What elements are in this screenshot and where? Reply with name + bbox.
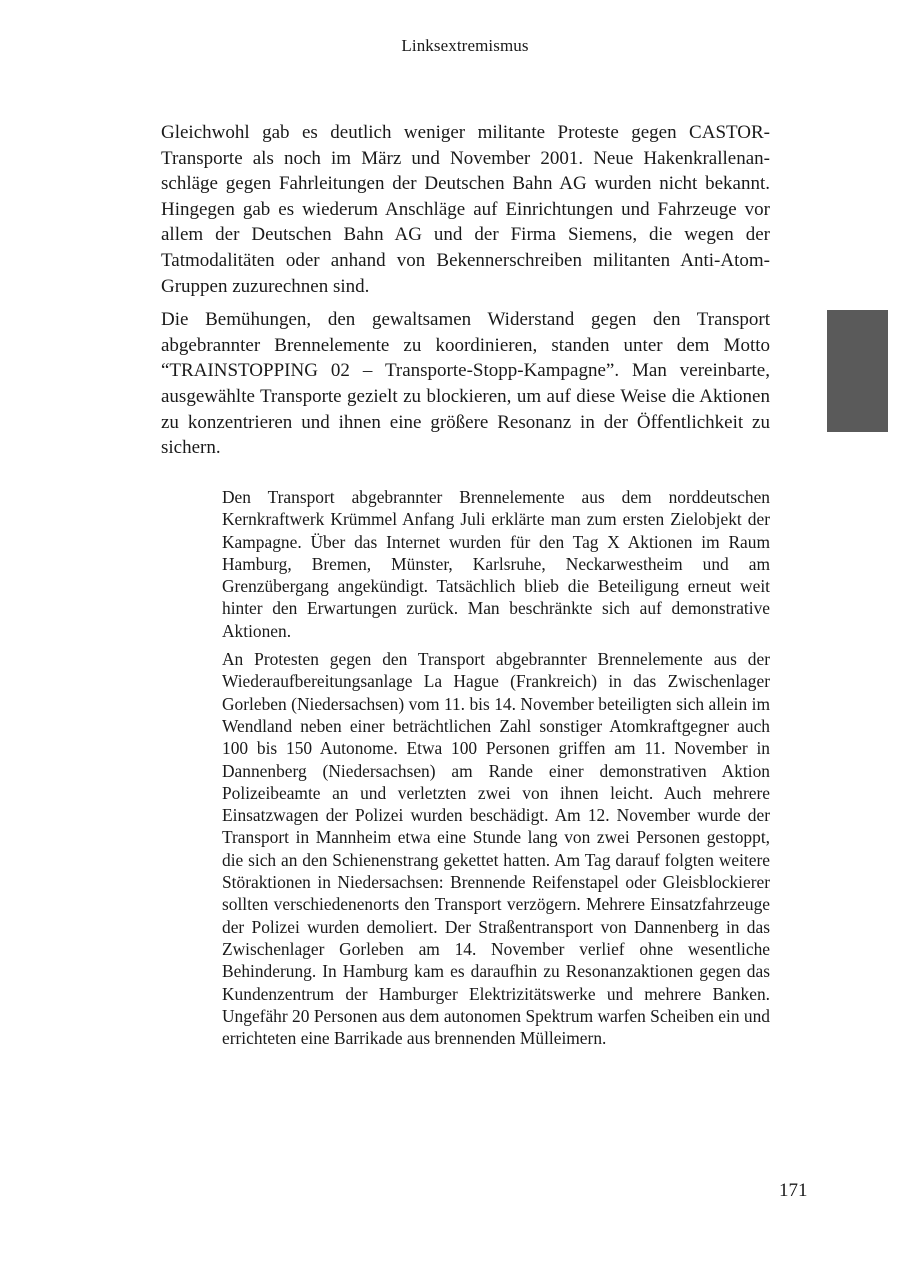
indented-quote-block [222, 486, 770, 1055]
page-number: 171 [779, 1180, 808, 1201]
quote-paragraph: Den Transport abgebrannter Brennelemente aus dem norddeutschen Kernkraftwerk Krümmel Anfang Juli erklärte man zum ersten Zielobjekt der Kampagne. Über das Internet wurden für den Tag X Aktionen im Raum Hamburg, Bremen, Münster, Karlsruhe, Neckarwestheim und am Grenzübergang angekündigt. Tatsächlich blieb die Beteiligung erneut weit hinter den Erwartungen zurück. Man beschränkte sich auf demonstrative Aktionen. [222, 487, 770, 641]
section-thumb-tab [827, 310, 888, 432]
main-text [161, 120, 770, 469]
running-head: Linksextremismus [401, 36, 529, 55]
quote-paragraph: An Protesten gegen den Transport abgebrannter Brennelemente aus der Wiederaufbereitungsanlage La Hague (Frankreich) in das Zwischenlager Gorleben (Niedersachsen) vom 11. bis 14. November beteiligten sich allein im Wendland neben einer beträchtlichen Zahl sonstiger Atomkraftgegner auch 100 bis 150 Autonome. Etwa 100 Personen griffen am 11. November in Dannenberg (Niedersachsen) am Rande einer demonstrativen Aktion Polizeibeamte an und verletzten zwei von ihnen leicht. Auch mehrere Einsatzwagen der Polizei wurden beschädigt. Am 12. November wurde der Transport in Mannheim etwa eine Stunde lang von zwei Personen gestoppt, die sich an den Schienenstrang gekettet hatten. Am Tag darauf folgten weitere Störaktionen in Niedersachsen: Brennende Reifenstapel oder Gleisblockierer sollten verschiedenenorts den Transport verzögern. Mehrere Einsatzfahrzeuge der Polizei wurden demoliert. Der Straßentransport von Dannenberg in das Zwischenlager Gorleben am 14. November verlief ohne wesentliche Behinderung. In Hamburg kam es daraufhin zu Resonanzaktionen gegen das Kundenzentrum der Hamburger Elektrizitätswerke und mehrere Banken. Ungefähr 20 Personen aus dem autonomen Spektrum warfen Scheiben ein und errichteten eine Barrikade aus brennenden Mülleimern. [222, 649, 770, 1049]
body-paragraph: Gleichwohl gab es deutlich weniger militante Proteste gegen CASTOR-Transporte als noch im März und November 2001. Neue Hakenkrallenanschläge gegen Fahrleitungen der Deutschen Bahn AG wurden nicht bekannt. Hingegen gab es wiederum Anschläge auf Einrichtungen und Fahrzeuge vor allem der Deutschen Bahn AG und der Firma Siemens, die wegen der Tatmodalitäten oder anhand von Bekennerschreiben militanten Anti-Atom-Gruppen zuzurechnen sind. [161, 122, 770, 297]
body-paragraph: Die Bemühungen, den gewaltsamen Widerstand gegen den Transport abgebrannter Brennelemente zu koordinieren, standen unter dem Motto “TRAINSTOPPING 02 – Transporte-Stopp-Kampagne”. Man vereinbarte, ausgewählte Transporte gezielt zu blockieren, um auf diese Weise die Aktionen zu konzentrieren und ihnen eine größere Resonanz in der Öffentlichkeit zu sichern. [161, 309, 770, 459]
